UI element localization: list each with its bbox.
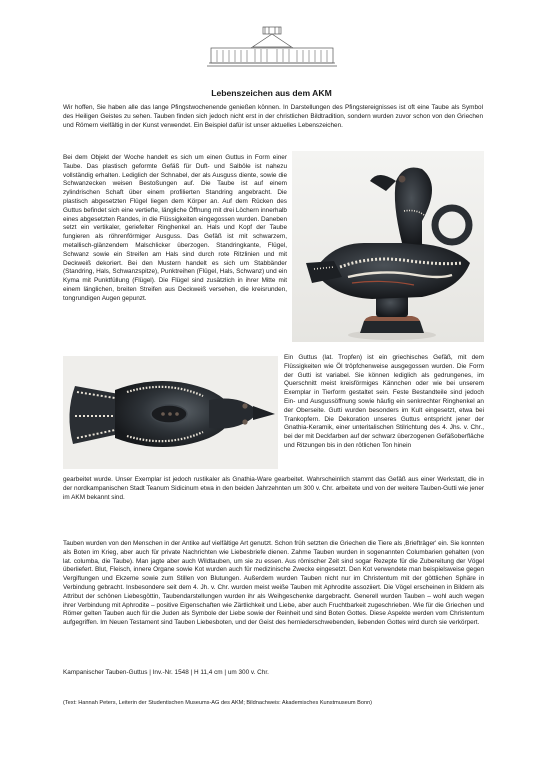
doves-antiquity-paragraph: Tauben wurden von den Menschen in der Antike auf vielfältige Art genutzt. Schon früh setzten die Griechen die Tiere als ‚Briefträger' ein. Sie konnten als Boten im Krieg, aber auch für private Nachrichten wie Liebesbriefe dienen. Zahme Tauben wurden in sogenannten Columbarien gehalten (von lat. columba, die Taube). Man jagte aber auch Wildtauben, um sie zu essen. Aus römischer Zeit sind sogar Rezepte für die Zubereitung der Vögel überliefert. Blut, Fleisch, innere Organe sowie Kot wurden auch für medizinische Zwecke eingesetzt. Den Kot verwendete man beispielsweise gegen Vergiftungen und Ekzeme sowie zum Stillen von Blutungen. Außerdem wurden Tauben nicht nur im Christentum mit der göttlichen Sphäre in Verbindung gebracht. Insbesondere seit dem 4. Jh. v. Chr. wurden meist weiße Tauben mit Aphrodite assoziiert. Die Vögel erscheinen in Bildern als Attribut der schönen Liebesgöttin, Taubendarstellungen wurden ihr als Weihgeschenke dargebracht. Generell wurden Tauben – wohl auch wegen ihrer Verbindung mit Aphrodite – positive Eigenschaften wie Zärtlichkeit und Liebe, aber auch Fruchtbarkeit zugeschrieben. Wie für die Griechen und Römer gelten Tauben auch für die Juden als Symbole der Liebe sowie der Reinheit und sind Boten Gottes. Diese Aspekte werden vom Christentum aufgegriffen. Im Neuen Testament sind Tauben Liebesboten, und der Geist des herniederschwebenden, liebenden Gottes wird durch sie verkörpert.: [63, 540, 484, 627]
guttus-definition-paragraph: Ein Guttus (lat. Tropfen) ist ein griechisches Gefäß, mit dem Flüssigkeiten wie Öl tröpfchenweise ausgegossen wurden. Die Form der Gutti ist variabel. Sie können lediglich als gedrungenes, im Querschnitt meist kreisförmiges Kännchen oder wie bei unserem Exemplar in Tierform gestaltet sein. Feste Bestandteile sind jedoch Ein- und Ausgussöffnung sowie häufig ein senkrechter Ringhenkel an der Oberseite. Gutti wurden besonders im Kult eingesetzt, etwa bei Trankopfern. Die Dekoration unseres Guttus entspricht jener der Gnathia-Keramik, einer unteritalischen Stilrichtung des 4. Jhs. v. Chr., bei der mit Deckfarben auf der schwarz überzogenen Gefäßoberfläche und Ritzungen bis in den rötlichen Ton hinein: [284, 354, 484, 449]
object-description-paragraph: Bei dem Objekt der Woche handelt es sich um einen Guttus in Form einer Taube. Das plastisch geformte Gefäß für Duft- und Salböle ist nahezu vollständig erhalten. Lediglich der Schnabel, der als Ausguss diente, sowie die Schwanzecken weisen Bestoßungen auf. Die Taube ist auf einem zylindrischen Schaft über einem profilierten Standring angebracht. Die plastisch abgesetzten Flügel liegen dem Körper an. Auf dem Rücken des Guttus befindet sich eine vertiefte, längliche Öffnung mit drei Löchern innerhalb eines abgesetzten Randes, in die Flüssigkeiten eingegossen wurden. Daneben setzt ein vertikaler, geriefelter Ringhenkel an. Hals und Kopf der Taube fungieren als röhrenförmiger Ausguss. Das Gefäß ist mit schwarzem, metallisch-glänzendem Malschlicker überzogen. Standringkante, Flügel, Schwanz sowie ein Streifen am Hals sind durch rote Ritzlinien und mit Deckweiß dekoriert. Bei den Mustern handelt es sich um Stabbänder (Standring, Hals, Schwanzspitze), Punktreihen (Flügel, Hals, Schwanz) und ein Kyma mit Punktfüllung (Flügel). Die Flügel sind zusätzlich in ihrer Mitte mit einem länglichen, breiten Streifen aus Deckweiß versehen, die kreisrunden, tongrundigen Augen gepunzt.: [63, 154, 287, 302]
page-title: Lebenszeichen aus dem AKM: [211, 88, 332, 98]
dove-guttus-photo-top: [63, 356, 278, 469]
guttus-definition-continued: gearbeitet wurde. Unser Exemplar ist jedoch rustikaler als Gnathia-Ware gearbeitet. Wahrscheinlich stammt das Gefäß aus einer Werkstatt, die in der nordkampanischen Stadt Teanum Sidicinum etwa in den beiden Jahrzehnten um 300 v. Chr. arbeitete und von der weitere Tauben-Gutti wie jener im AKM bekannt sind.: [63, 476, 484, 501]
object-caption: Kampanischer Tauben-Guttus | Inv.-Nr. 1548 | H 11,4 cm | um 300 v. Chr.: [63, 669, 269, 676]
museum-building-icon: [205, 26, 339, 72]
dove-guttus-photo-side: [292, 151, 484, 342]
intro-paragraph: Wir hoffen, Sie haben alle das lange Pfingstwochenende genießen können. In Darstellungen des Pfingstereignisses ist oft eine Taube als Symbol des Heiligen Geistes zu sehen. Tauben finden sich jedoch nicht erst in der christlichen Bildtradition, sondern wurden zuvor schon von den Griechen und Römern vielfältig in der Kunst verwendet. Ein Beispiel dafür ist unser aktuelles Lebenszeichen.: [63, 104, 483, 129]
credit-note: (Text: Hannah Peters, Leiterin der Studentischen Museums-AG des AKM; Bildnachweis: Akademisches Kunstmuseum Bonn): [63, 700, 373, 706]
